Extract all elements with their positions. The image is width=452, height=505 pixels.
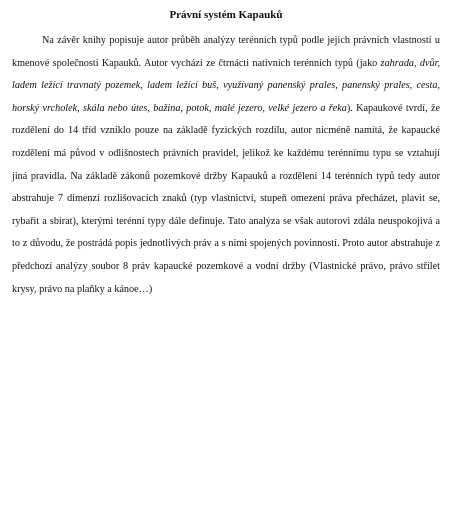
paragraph-text-part-2: ). Kapaukové tvrdí, že rozdělení do 14 tříd vzniklo pouze na základě fyzických rozdílu, autor nicméně namítá, že kapaucké rozdělení má původ v odlišnostech právních pravidel, jelikož ke každému terénnímu typu se vztahují jiná pravidla. Na základě zákonů pozemkové držby Kapauků a rozdělení 14 terénních typů tedy autor abstrahuje 7 dimenzí rozlišovacích znaků (typ vlastnictví, stupeň omezení práva přecházet, plavit se, rybařit a sbírat), kterými terénní typy dále definuje. Tato analýza se však autorovi zdála neuspokojivá a to z důvodu, že postrádá popis jednotlivých práv a s nimi spojených povinností. Proto autor abstrahuje z předchozí analýzy soubor 8 práv kapaucké pozemkové a vodní držby (Vlastnické právo, právo střílet krysy, právo na plaňky a kánoe…) [12, 102, 440, 295]
body-paragraph [12, 30, 440, 301]
paragraph-text-part-1: Na závěr knihy popisuje autor průběh analýzy terénních typů podle jejich právních vlastností u kmenové společnosti Kapauků. Autor vychází ze čtrnácti nativních terénních typů (jako [12, 35, 440, 69]
document-title: Právní systém Kapauků [169, 9, 283, 21]
paragraph-italic-terrain-list: zahrada, dvůr, ladem ležící travnatý pozemek, ladem ležící buš, využívaný panenský prales, panenský prales, cesta, horský vrcholek, skála nebo útes, bažina, potok, malé jezero, velké jezero a řeka [12, 57, 440, 114]
